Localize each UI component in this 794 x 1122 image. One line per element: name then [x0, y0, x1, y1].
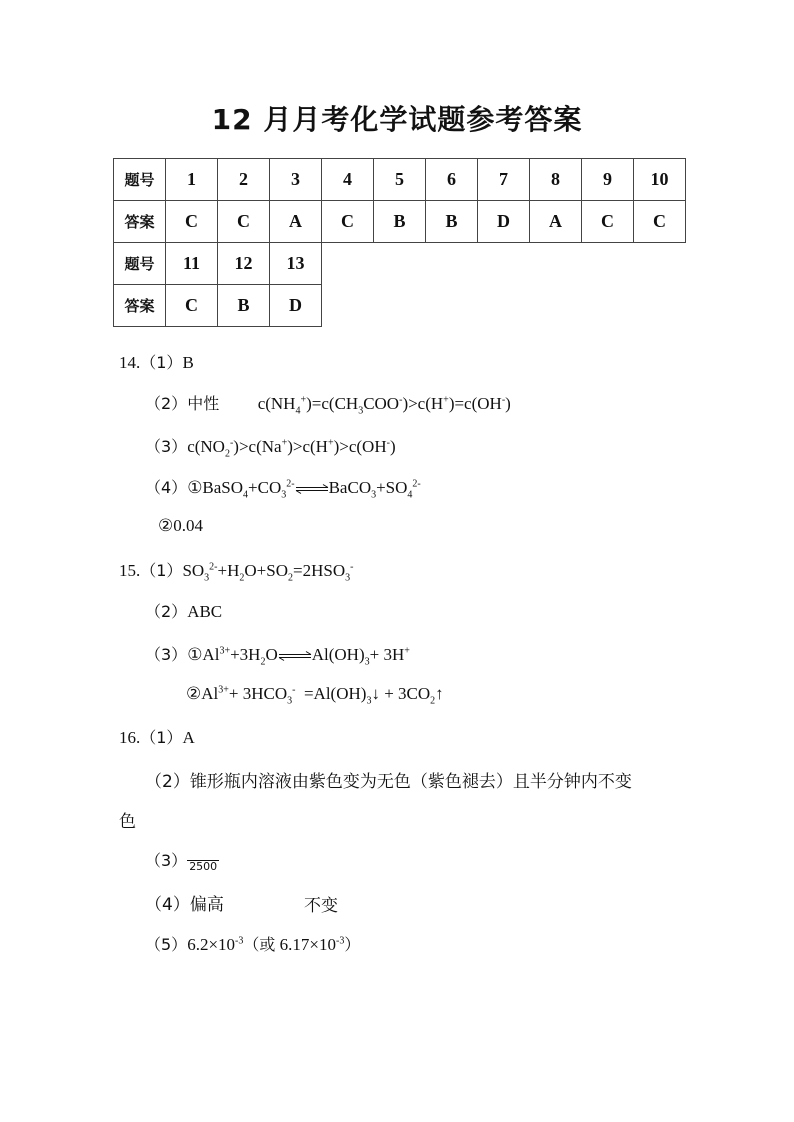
table-cell: C — [166, 285, 218, 327]
part-tag: （3） — [145, 851, 188, 870]
answer-table — [113, 158, 686, 327]
part-tag: （3） — [145, 437, 188, 456]
table-cell: B — [218, 285, 270, 327]
table-cell: D — [478, 201, 530, 243]
q16-part2-cont: 色 — [119, 812, 136, 832]
part-tag: （2） — [145, 602, 188, 621]
answer-text: 中性 — [187, 394, 220, 413]
q16-part1 — [119, 725, 195, 748]
q15-p3-equation: $①Al^{3+}+3H_2O$ $Al(OH)_3+ 3H^+$ — [187, 645, 410, 668]
table-cell: 1 — [166, 159, 218, 201]
table-cell: 10 — [634, 159, 686, 201]
page-title: 12 月月考化学试题参考答案 — [211, 103, 583, 136]
table-cell: 5 — [374, 159, 426, 201]
table-cell: 12 — [218, 243, 270, 285]
table-cell: C — [582, 201, 634, 243]
q16-part4 — [145, 890, 224, 915]
row-label: 答案 — [114, 285, 166, 327]
part-tag: （2） — [145, 394, 188, 413]
part-tag: （3） — [145, 645, 188, 664]
table-cell: D — [270, 285, 322, 327]
table-cell: 13 — [270, 243, 322, 285]
part-tag: （1） — [140, 353, 183, 372]
table-cell: 8 — [530, 159, 582, 201]
row-label: 题号 — [114, 159, 166, 201]
answer-text: A — [182, 728, 195, 747]
table-cell: C — [322, 201, 374, 243]
q15-part1 — [119, 558, 353, 583]
q16-p5-value: $6.2\times 10^{-3}$（或 $6.17\times 10^{-3}$） — [187, 935, 361, 954]
answer-text: ABC — [187, 602, 223, 621]
row-label: 答案 — [114, 201, 166, 243]
part-tag: （1） — [140, 561, 183, 580]
q14-p4-equation: $①BaSO_4+CO_3^{2-}$ $BaCO_3+SO_4^{2-}$ — [187, 478, 421, 501]
q16-part3 — [145, 848, 219, 873]
table-cell: 2 — [218, 159, 270, 201]
q15-part3 — [145, 642, 410, 667]
q14-part2 — [145, 391, 511, 416]
answer-text: 锥形瓶内溶液由紫色变为无色（紫色褪去）且半分钟内不变 — [189, 772, 632, 792]
q14-part1 — [119, 350, 194, 373]
table-cell: C — [166, 201, 218, 243]
row-label: 题号 — [114, 243, 166, 285]
table-cell: C — [634, 201, 686, 243]
answer-text: 偏高 — [189, 895, 224, 915]
table-row — [114, 201, 686, 243]
table-cell: A — [270, 201, 322, 243]
q14-part3 — [145, 434, 396, 459]
equilibrium-arrow-icon — [278, 651, 312, 661]
table-row — [114, 243, 686, 285]
fraction-denominator: 2500 — [189, 859, 218, 873]
q15-part3b — [186, 684, 444, 706]
q16-part4-second: 不变 — [304, 896, 338, 916]
q15-p3b-equation: $②Al^{3+}+ 3HCO_3^-$ $=Al(OH)_3↓$ + $3CO_2↑$ — [186, 684, 444, 707]
q14-p2-relation: $c(NH_4^+)=c(CH_3COO^-)>c(H^+)=c(OH^-)$ — [257, 394, 511, 417]
question-number: 16. — [119, 728, 141, 747]
q14-p3-relation: $c(NO_2^-)>c(Na^+)>c(H^+)>c(OH^-)$ — [187, 437, 396, 460]
part-tag: （5） — [145, 935, 188, 954]
table-cell: C — [218, 201, 270, 243]
fraction — [187, 852, 219, 873]
q15-p1-equation: $SO_3^{2-}+H_2O+SO_2=2HSO_3^-$ — [182, 561, 354, 584]
question-number: 15. — [119, 561, 141, 580]
table-cell: A — [530, 201, 582, 243]
part-tag: （2） — [145, 772, 190, 792]
answer-text: B — [182, 353, 194, 372]
table-cell: 11 — [166, 243, 218, 285]
table-row — [114, 159, 686, 201]
table-cell: 3 — [270, 159, 322, 201]
q15-part2 — [145, 599, 222, 622]
equilibrium-arrow-icon — [295, 484, 329, 494]
q16-part5 — [145, 932, 360, 955]
part-tag: （1） — [140, 728, 183, 747]
part-tag: （4） — [145, 478, 188, 497]
table-row — [114, 285, 686, 327]
q16-part2 — [145, 767, 632, 792]
table-cell: B — [374, 201, 426, 243]
table-cell: 7 — [478, 159, 530, 201]
table-cell: 4 — [322, 159, 374, 201]
part-tag: （4） — [145, 895, 190, 915]
q14-part4b: ②0.04 — [158, 516, 203, 535]
question-number: 14. — [119, 353, 141, 372]
table-cell: B — [426, 201, 478, 243]
q14-part4 — [145, 475, 421, 500]
table-cell: 6 — [426, 159, 478, 201]
table-cell: 9 — [582, 159, 634, 201]
